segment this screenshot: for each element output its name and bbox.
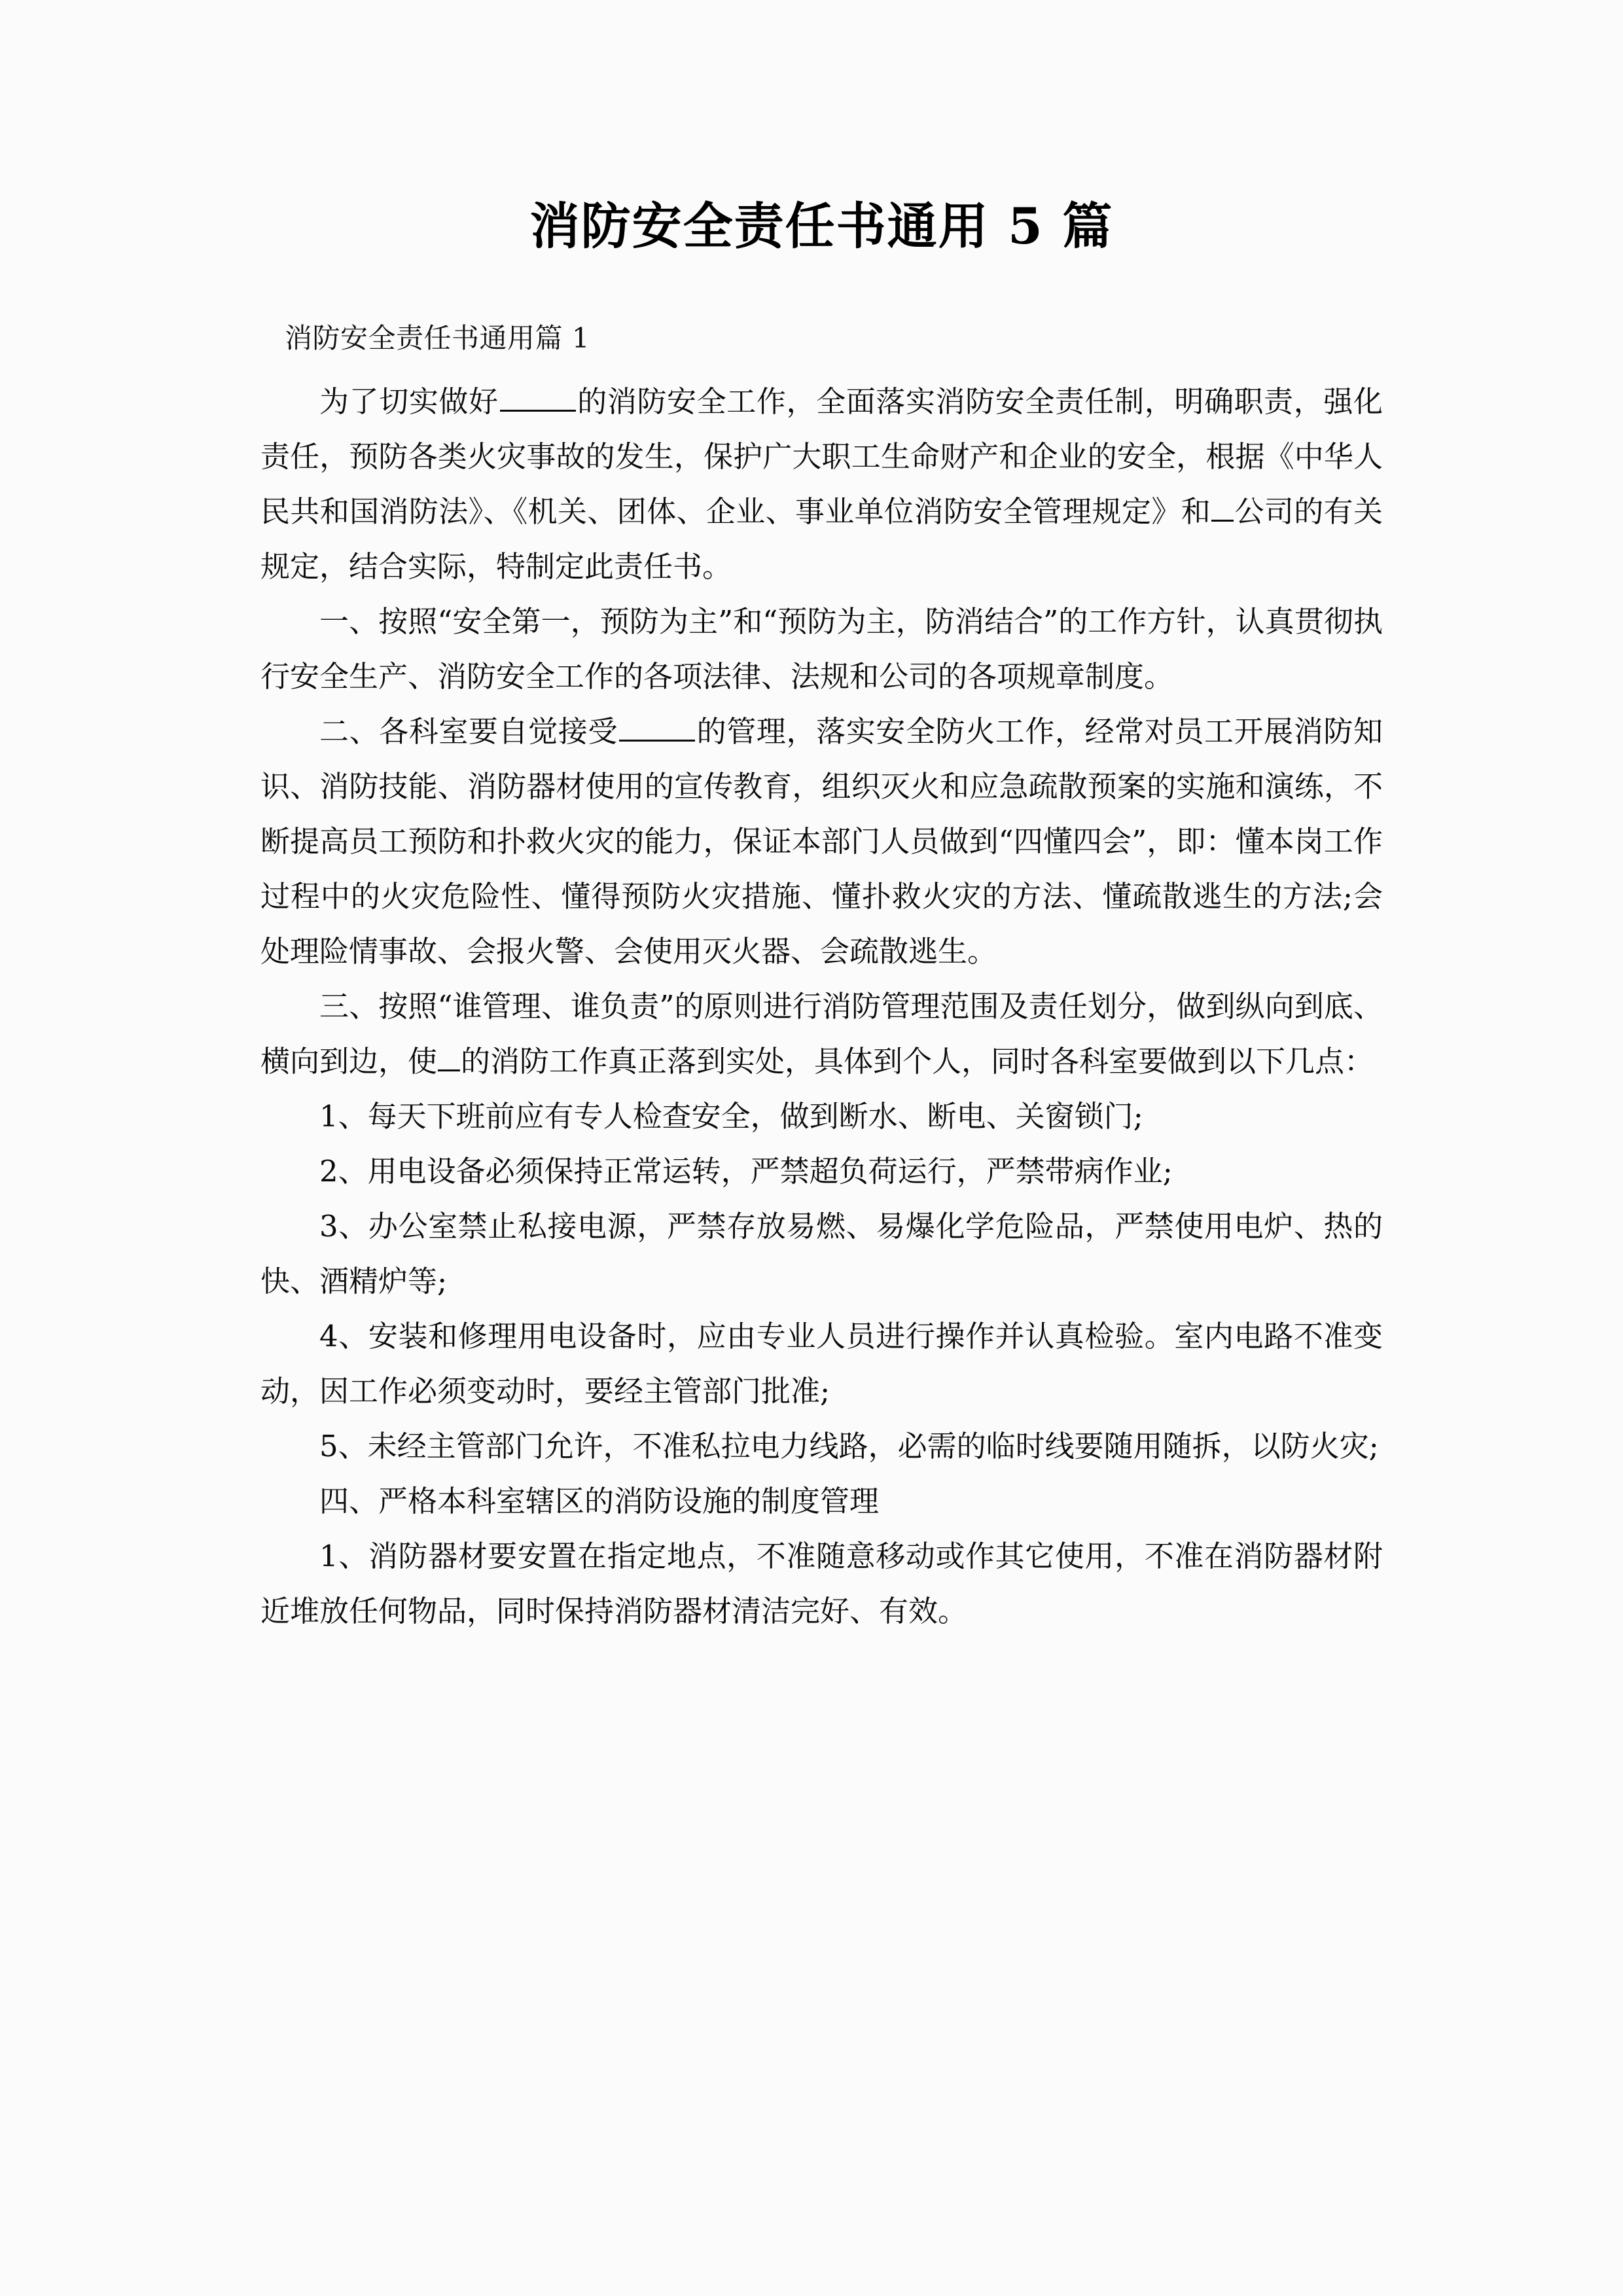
paragraph	[260, 979, 1383, 1089]
paragraph	[260, 1474, 1383, 1529]
document-subtitle: 消防安全责任书通用篇 1	[285, 322, 590, 355]
paragraph	[260, 594, 1383, 704]
paragraph-text: 1、每天下班前应有专人检查安全，做到断水、断电、关窗锁门;	[319, 1099, 1143, 1134]
fill-in-blank	[619, 717, 695, 742]
paragraph	[260, 1419, 1383, 1474]
paragraph-text: 的消防工作真正落到实处，具体到个人，同时各科室要做到以下几点：	[461, 1044, 1374, 1079]
paragraph	[260, 704, 1383, 979]
paragraph	[260, 1089, 1383, 1144]
paragraph-text: 的消防安全工作，全面落实消防安全责任制，明确职责，强化责任，预防各类火灾事故的发生，保护广大职工生命财产和企业的安全，根据《中华人民共和国消防法》、《机关、团体、企业、事业单位消防安全管理规定》和	[260, 384, 1383, 529]
document-content	[260, 0, 1383, 1639]
paragraph-text: 为了切实做好	[319, 384, 499, 420]
paragraph	[260, 1529, 1383, 1639]
document-body	[260, 352, 1383, 1639]
paragraph-text: 的管理，落实安全防火工作，经常对员工开展消防知识、消防技能、消防器材使用的宣传教育，组织灭火和应急疏散预案的实施和演练，不断提高员工预防和扑救火灾的能力，保证本部门人员做到“四懂四会”，即：懂本岗工作过程中的火灾危险性、懂得预防火灾措施、懂扑救火灾的方法、懂疏散逃生的方法;会处理险情事故、会报火警、会使用灭火器、会疏散逃生。	[260, 714, 1383, 969]
paragraph-text: 2、用电设备必须保持正常运转，严禁超负荷运行，严禁带病作业;	[319, 1154, 1173, 1189]
paragraph-text: 公司的有关规定，结合实际，特制定此责任书。	[260, 494, 1383, 584]
fill-in-blank	[500, 387, 576, 412]
paragraph	[260, 1144, 1383, 1199]
paragraph-text: 1、消防器材要安置在指定地点，不准随意移动或作其它使用，不准在消防器材附近堆放任何物品，同时保持消防器材清洁完好、有效。	[260, 1539, 1383, 1629]
paragraph	[260, 1199, 1383, 1309]
paragraph-text: 四、严格本科室辖区的消防设施的制度管理	[319, 1484, 880, 1519]
fill-in-blank	[1211, 497, 1234, 522]
paragraph-text: 二、各科室要自觉接受	[319, 714, 618, 749]
paragraph-text: 3、办公室禁止私接电源，严禁存放易燃、易爆化学危险品，严禁使用电炉、热的快、酒精炉等;	[260, 1209, 1383, 1299]
paragraph-text: 5、未经主管部门允许，不准私拉电力线路，必需的临时线要随用随拆，以防火灾;	[319, 1429, 1379, 1464]
paragraph-text: 4、安装和修理用电设备时，应由专业人员进行操作并认真检验。室内电路不准变动，因工作必须变动时，要经主管部门批准;	[260, 1319, 1383, 1409]
paragraph	[260, 374, 1383, 594]
paragraph-text: 三、按照“谁管理、谁负责”的原则进行消防管理范围及责任划分，做到纵向到底、横向到边，使	[260, 989, 1383, 1079]
paragraph	[260, 1309, 1383, 1419]
fill-in-blank	[438, 1047, 460, 1071]
page-title: 消防安全责任书通用 5 篇	[529, 197, 1114, 255]
paragraph-text: 一、按照“安全第一，预防为主”和“预防为主，防消结合”的工作方针，认真贯彻执行安全生产、消防安全工作的各项法律、法规和公司的各项规章制度。	[260, 604, 1383, 694]
